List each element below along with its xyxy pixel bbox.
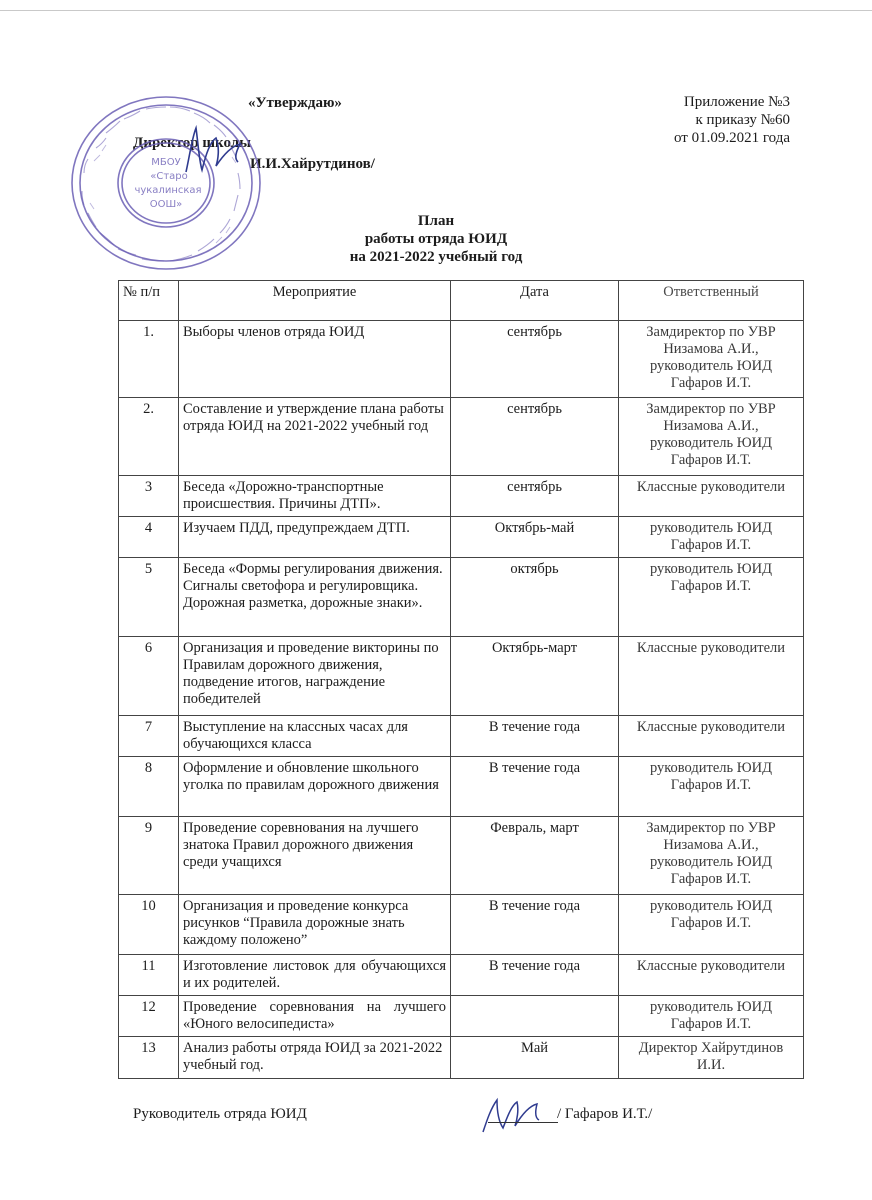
cell-date: Октябрь-май [451,517,619,558]
cell-num: 3 [119,476,179,517]
cell-num: 9 [119,817,179,895]
cell-event: Изготовление листовок для обучающихся и их родителей. [179,955,451,996]
cell-date: сентябрь [451,476,619,517]
director-signature [172,120,252,180]
svg-text:ООШ»: ООШ» [149,199,183,210]
header-date: Дата [451,281,619,321]
table-row [119,817,804,895]
appendix-line: от 01.09.2021 года [674,130,790,146]
table-row [119,558,804,637]
cell-responsible: Классные руководители [619,476,804,517]
cell-num: 11 [119,955,179,996]
table-row [119,955,804,996]
cell-event: Составление и утверждение плана работы отряда ЮИД на 2021-2022 учебный год [179,398,451,476]
director-name: И.И.Хайрутдинов/ [250,156,375,172]
cell-event: Проведение соревнования на лучшего знатока Правил дорожного движения среди учащихся [179,817,451,895]
plan-title-line: на 2021-2022 учебный год [349,249,523,265]
table-row [119,321,804,398]
cell-num: 13 [119,1037,179,1079]
plan-title-line: План [417,213,455,229]
cell-event: Организация и проведение конкурса рисунков “Правила дорожные знать каждому положено” [179,895,451,955]
appendix-line: Приложение №3 [683,94,790,110]
cell-event: Проведение соревнования на лучшего «Юного велосипедиста» [179,996,451,1037]
cell-event: Выступление на классных часах для обучающихся класса [179,716,451,757]
cell-date: В течение года [451,895,619,955]
cell-event: Выборы членов отряда ЮИД [179,321,451,398]
cell-num: 12 [119,996,179,1037]
table-row [119,517,804,558]
cell-date: октябрь [451,558,619,637]
cell-num: 6 [119,637,179,716]
table-row [119,398,804,476]
signature-line [488,1122,558,1123]
cell-responsible: руководитель ЮИД Гафаров И.Т. [619,517,804,558]
approve-heading: «Утверждаю» [248,95,342,111]
cell-date: Октябрь-март [451,637,619,716]
cell-event: Анализ работы отряда ЮИД за 2021-2022 учебный год. [179,1037,451,1079]
cell-num: 7 [119,716,179,757]
cell-responsible: руководитель ЮИД Гафаров И.Т. [619,558,804,637]
cell-num: 10 [119,895,179,955]
cell-event: Организация и проведение викторины по Правилам дорожного движения, подведение итогов, награждение победителей [179,637,451,716]
cell-responsible: Замдиректор по УВР Низамова А.И., руководитель ЮИД Гафаров И.Т. [619,321,804,398]
plan-title [0,212,872,266]
footer-role: Руководитель отряда ЮИД [133,1106,307,1122]
appendix-line: к приказу №60 [695,112,790,128]
table-row [119,757,804,817]
cell-responsible: руководитель ЮИД Гафаров И.Т. [619,757,804,817]
cell-event: Оформление и обновление школьного уголка по правилам дорожного движения [179,757,451,817]
svg-text:«Старо: «Старо [150,171,188,182]
cell-num: 8 [119,757,179,817]
cell-date: В течение года [451,955,619,996]
appendix-block [674,93,790,147]
table-row [119,637,804,716]
table-header-row [119,281,804,321]
cell-date: сентябрь [451,321,619,398]
cell-num: 2. [119,398,179,476]
cell-responsible: Замдиректор по УВР Низамова А.И., руководитель ЮИД Гафаров И.Т. [619,398,804,476]
cell-event: Беседа «Дорожно-транспортные происшествия. Причины ДТП». [179,476,451,517]
header-event: Мероприятие [179,281,451,321]
plan-table [118,280,804,1079]
table-row [119,476,804,517]
cell-num: 5 [119,558,179,637]
header-num: № п/п [119,281,179,321]
cell-num: 4 [119,517,179,558]
svg-text:чукалинская: чукалинская [134,185,202,196]
cell-event: Беседа «Формы регулирования движения. Сигналы светофора и регулировщика. Дорожная разметка, дорожные знаки». [179,558,451,637]
cell-date: Май [451,1037,619,1079]
director-label: Директор школы [133,135,251,151]
table-row [119,895,804,955]
cell-date: сентябрь [451,398,619,476]
cell-event: Изучаем ПДД, предупреждаем ДТП. [179,517,451,558]
cell-date: В течение года [451,757,619,817]
footer-name: / Гафаров И.Т./ [557,1106,653,1122]
header-responsible: Ответственный [619,281,804,321]
table-row [119,716,804,757]
cell-date [451,996,619,1037]
scan-edge-line [0,10,872,11]
cell-responsible: руководитель ЮИД Гафаров И.Т. [619,895,804,955]
svg-text:МБОУ: МБОУ [151,157,181,168]
cell-responsible: Классные руководители [619,955,804,996]
cell-date: Февраль, март [451,817,619,895]
leader-signature [475,1092,570,1137]
cell-responsible: Замдиректор по УВР Низамова А.И., руководитель ЮИД Гафаров И.Т. [619,817,804,895]
cell-date: В течение года [451,716,619,757]
cell-num: 1. [119,321,179,398]
cell-responsible: Директор Хайрутдинов И.И. [619,1037,804,1079]
cell-responsible: Классные руководители [619,716,804,757]
plan-title-line: работы отряда ЮИД [364,231,508,247]
table-row [119,996,804,1037]
cell-responsible: руководитель ЮИД Гафаров И.Т. [619,996,804,1037]
cell-responsible: Классные руководители [619,637,804,716]
table-row [119,1037,804,1079]
